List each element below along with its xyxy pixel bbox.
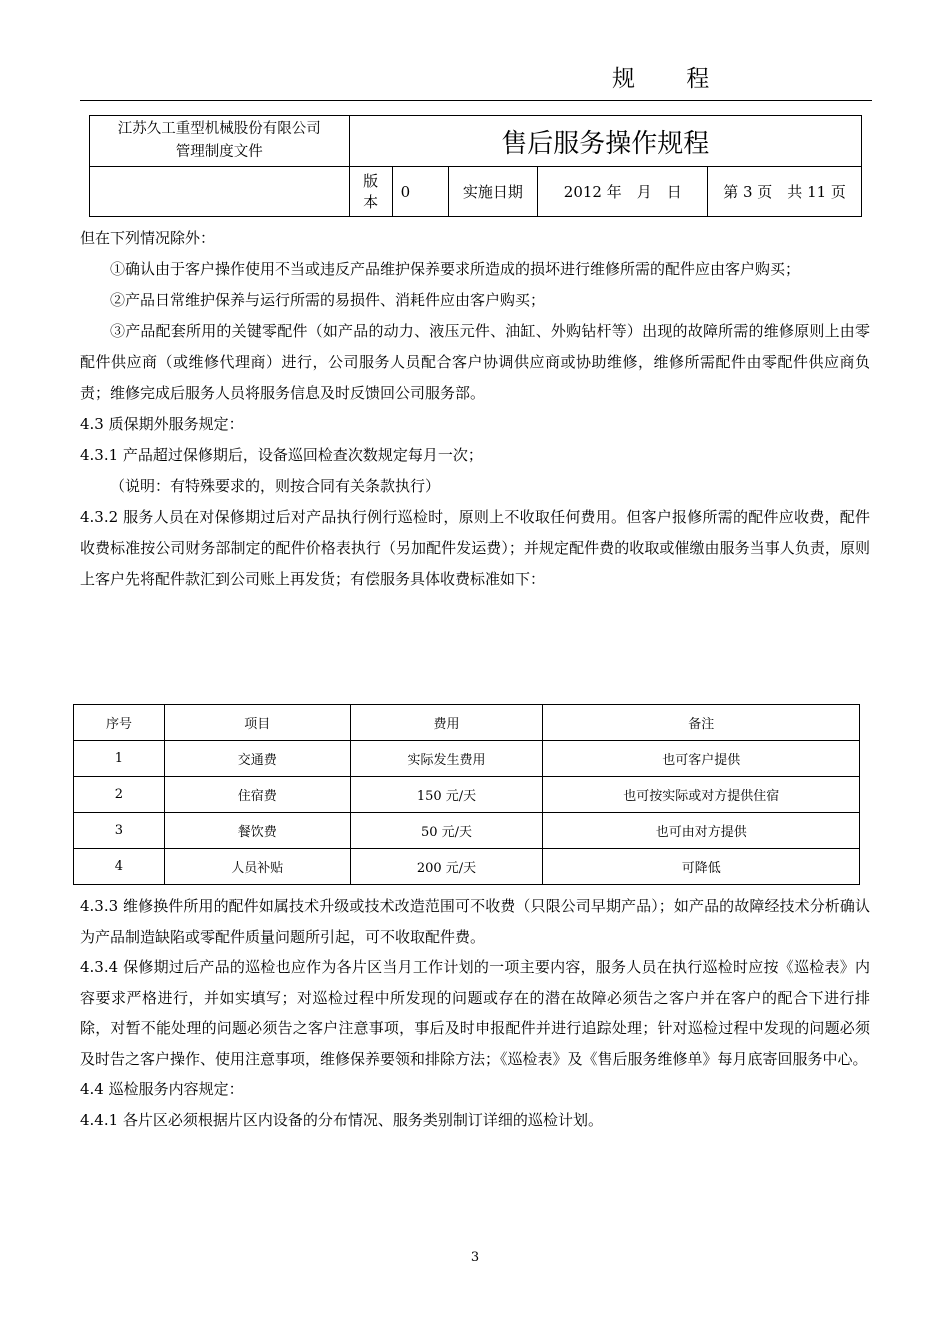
table-cell: 也可客户提供	[543, 741, 860, 777]
body-section-1	[80, 223, 870, 595]
paragraph: 4.3.1 产品超过保修期后，设备巡回检查次数规定每月一次；	[80, 446, 483, 464]
table-header-cell: 费用	[350, 705, 543, 741]
table-header-cell: 序号	[74, 705, 165, 741]
effective-date-label: 实施日期	[448, 167, 538, 217]
table-cell: 可降低	[543, 849, 860, 885]
paragraph: 4.3.3 维修换件所用的配件如属技术升级或技术改造范围可不收费（只限公司早期产品）；如产品的故障经技术分析确认为产品制造缺陷或零配件质量问题所引起，可不收取配件费。	[80, 897, 870, 946]
table-header-cell: 备注	[543, 705, 860, 741]
table-cell: 150 元/天	[350, 777, 543, 813]
table-row	[74, 741, 860, 777]
table-cell: 交通费	[164, 741, 350, 777]
paragraph: ①确认由于客户操作使用不当或违反产品维护保养要求所造成的损坏进行维修所需的配件应由客户购买；	[110, 260, 801, 278]
paragraph: ③产品配套所用的关键零配件（如产品的动力、液压元件、油缸、外购钻杆等）出现的故障所需的维修原则上由零配件供应商（或维修代理商）进行，公司服务人员配合客户协调供应商或协助维修，维修所需配件由零配件供应商负责；维修完成后服务人员将服务信息及时反馈回公司服务部。	[80, 322, 870, 402]
table-cell: 4	[74, 849, 165, 885]
table-cell: 餐饮费	[164, 813, 350, 849]
paragraph: 4.4.1 各片区必须根据片区内设备的分布情况、服务类别制订详细的巡检计划。	[80, 1110, 603, 1129]
table-cell: 200 元/天	[350, 849, 543, 885]
table-cell: 2	[74, 777, 165, 813]
paragraph: 4.3.2 服务人员在对保修期过后对产品执行例行巡检时，原则上不收取任何费用。但客户报修所需的配件应收费，配件收费标准按公司财务部制定的配件价格表执行（另加配件发运费）；并规定配件费的收取或催缴由服务当事人负责，原则上客户先将配件款汇到公司账上再发货；有偿服务具体收费标准如下：	[80, 508, 870, 588]
table-header-cell: 项目	[164, 705, 350, 741]
empty-cell	[90, 167, 350, 217]
paragraph: 但在下列情况除外：	[80, 229, 216, 247]
document-category: 管理制度文件	[175, 144, 263, 160]
table-cell: 1	[74, 741, 165, 777]
document-title: 售后服务操作规程	[349, 116, 861, 167]
table-header-row	[74, 705, 860, 741]
table-row	[74, 849, 860, 885]
body-section-2	[80, 891, 870, 1135]
version-label-line2: 本	[363, 192, 379, 211]
table-cell: 也可按实际或对方提供住宿	[543, 777, 860, 813]
paragraph-note: （说明：有特殊要求的，则按合同有关条款执行）	[110, 477, 441, 495]
page-info: 第 3 页 共 11 页	[708, 167, 862, 217]
table-cell: 住宿费	[164, 777, 350, 813]
header-top-title: 规 程	[612, 66, 732, 92]
paragraph: 4.3.4 保修期过后产品的巡检也应作为各片区当月工作计划的一项主要内容，服务人员在执行巡检时应按《巡检表》内容要求严格进行，并如实填写；对巡检过程中所发现的问题或存在的潜在故障必须告之客户并在客户的配合下进行排除，对暂不能处理的问题必须告之客户注意事项，事后及时申报配件并进行追踪处理；针对巡检过程中发现的问题必须及时告之客户操作、使用注意事项，维修保养要领和排除方法；《巡检表》及《售后服务维修单》每月底寄回服务中心。	[80, 958, 870, 1068]
table-cell: 50 元/天	[350, 813, 543, 849]
section-heading: 4.3 质保期外服务规定：	[80, 415, 244, 433]
table-cell: 3	[74, 813, 165, 849]
page-number: 3	[470, 1250, 480, 1265]
company-name: 江苏久工重型机械股份有限公司	[117, 121, 321, 137]
table-row	[74, 813, 860, 849]
fee-table	[73, 704, 860, 885]
table-row	[74, 777, 860, 813]
effective-date-value: 2012 年 月 日	[538, 167, 708, 217]
version-label	[349, 167, 392, 217]
header-rule	[80, 100, 872, 101]
version-value: 0	[392, 167, 448, 217]
table-cell: 人员补贴	[164, 849, 350, 885]
version-label-line1: 版	[363, 171, 379, 190]
company-cell	[90, 116, 350, 167]
document-header-table	[89, 115, 862, 217]
section-heading: 4.4 巡检服务内容规定：	[80, 1080, 244, 1098]
paragraph: ②产品日常维护保养与运行所需的易损件、消耗件应由客户购买；	[110, 291, 546, 309]
table-cell: 实际发生费用	[350, 741, 543, 777]
table-cell: 也可由对方提供	[543, 813, 860, 849]
